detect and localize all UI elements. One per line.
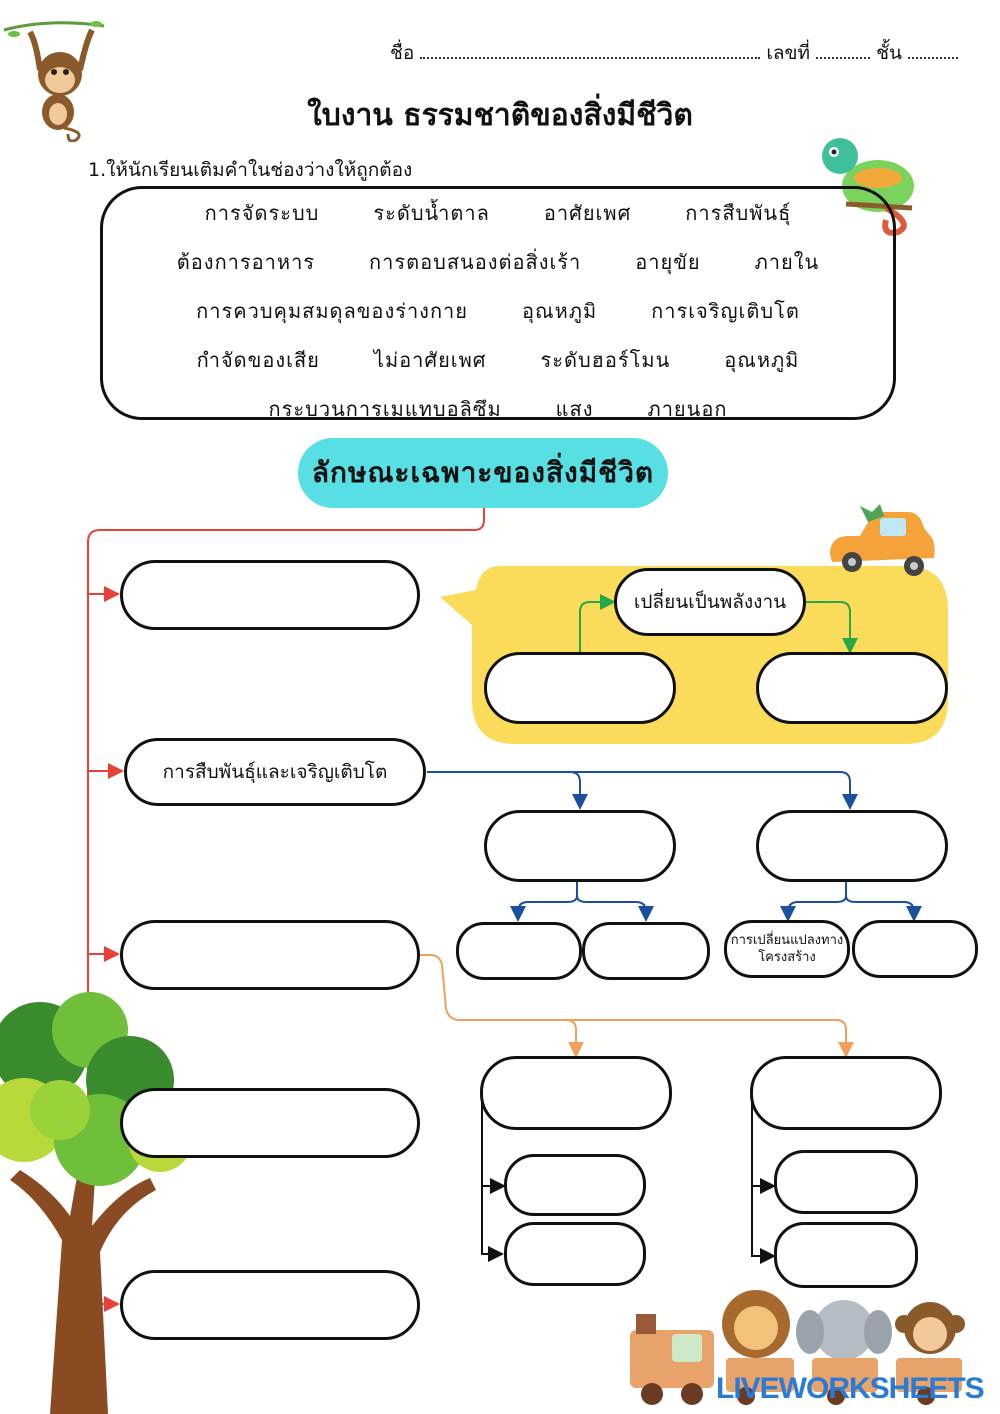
word-item: ระดับฮอร์โมน bbox=[540, 348, 671, 372]
word-item: แสง bbox=[555, 397, 594, 421]
answer-box-sub-2[interactable] bbox=[582, 922, 710, 980]
word-item: กำจัดของเสีย bbox=[196, 348, 320, 372]
liveworksheets-watermark: LIVEWORKSHEETS bbox=[716, 1372, 984, 1405]
reproduction-growth-label: การสืบพันธุ์และเจริญเติบโต bbox=[162, 761, 388, 783]
diagram-title: ลักษณะเฉพาะของสิ่งมีชีวิต bbox=[298, 438, 668, 508]
answer-box-2[interactable] bbox=[120, 920, 420, 990]
word-item: ไม่อาศัยเพศ bbox=[373, 348, 487, 372]
word-item: การควบคุมสมดุลของร่างกาย bbox=[196, 299, 469, 323]
answer-box-right-sub-1[interactable] bbox=[774, 1150, 918, 1214]
word-bank-row bbox=[103, 246, 893, 278]
number-label: เลขที่ bbox=[766, 42, 811, 64]
word-item: การจัดระบบ bbox=[204, 201, 320, 225]
answer-box-1[interactable] bbox=[120, 560, 420, 630]
answer-box-sub-1[interactable] bbox=[456, 922, 582, 980]
car-icon bbox=[824, 498, 940, 584]
energy-conversion-box bbox=[614, 568, 806, 636]
instruction-text: 1.ให้นักเรียนเติมคำในช่องว่างให้ถูกต้อง bbox=[88, 159, 413, 181]
word-item: อายุขัย bbox=[635, 250, 701, 274]
answer-box-sub-3[interactable] bbox=[852, 920, 978, 978]
word-bank-row bbox=[103, 393, 893, 425]
word-bank-row bbox=[103, 197, 893, 229]
class-field[interactable] bbox=[908, 43, 958, 59]
name-label: ชื่อ bbox=[390, 42, 415, 64]
word-item: การสืบพันธุ์ bbox=[685, 201, 792, 225]
page-title: ใบงาน ธรรมชาติของสิ่งมีชีวิต bbox=[307, 98, 693, 133]
student-info-line bbox=[390, 38, 958, 68]
answer-box-response-right[interactable] bbox=[750, 1056, 942, 1130]
word-bank bbox=[100, 186, 896, 420]
number-field[interactable] bbox=[816, 43, 870, 59]
word-item: การเจริญเติบโต bbox=[651, 299, 800, 323]
word-item: ภายใน bbox=[754, 250, 820, 274]
word-item: กระบวนการเมแทบอลิซึม bbox=[268, 397, 502, 421]
answer-box-reproduction-left[interactable] bbox=[484, 810, 676, 882]
answer-box-left-sub-1[interactable] bbox=[504, 1154, 646, 1216]
answer-box-left-sub-2[interactable] bbox=[504, 1222, 646, 1286]
word-bank-row bbox=[103, 344, 893, 376]
word-item: ภายนอก bbox=[647, 397, 728, 421]
answer-box-response-left[interactable] bbox=[480, 1056, 672, 1130]
answer-box-3[interactable] bbox=[120, 1088, 420, 1158]
word-item: อุณหภูมิ bbox=[522, 299, 598, 323]
answer-box-energy-left[interactable] bbox=[484, 652, 676, 724]
word-item: ระดับน้ำตาล bbox=[373, 201, 490, 225]
answer-box-4[interactable] bbox=[120, 1270, 420, 1340]
answer-box-right-sub-2[interactable] bbox=[774, 1222, 918, 1288]
name-field[interactable] bbox=[420, 43, 760, 59]
reproduction-growth-box bbox=[124, 738, 426, 806]
structure-change-label: การเปลี่ยนแปลงทางโครงสร้าง bbox=[730, 933, 844, 965]
answer-box-energy-right[interactable] bbox=[756, 652, 948, 724]
word-item: อุณหภูมิ bbox=[724, 348, 800, 372]
word-item: ต้องการอาหาร bbox=[176, 250, 316, 274]
word-bank-row bbox=[103, 295, 893, 327]
answer-box-reproduction-right[interactable] bbox=[756, 810, 948, 882]
energy-conversion-label: เปลี่ยนเป็นพลังงาน bbox=[633, 591, 787, 613]
structure-change-box bbox=[724, 920, 850, 978]
tree-icon bbox=[0, 990, 190, 1414]
class-label: ชั้น bbox=[876, 42, 903, 64]
word-item: การตอบสนองต่อสิ่งเร้า bbox=[369, 250, 582, 274]
word-item: อาศัยเพศ bbox=[543, 201, 632, 225]
